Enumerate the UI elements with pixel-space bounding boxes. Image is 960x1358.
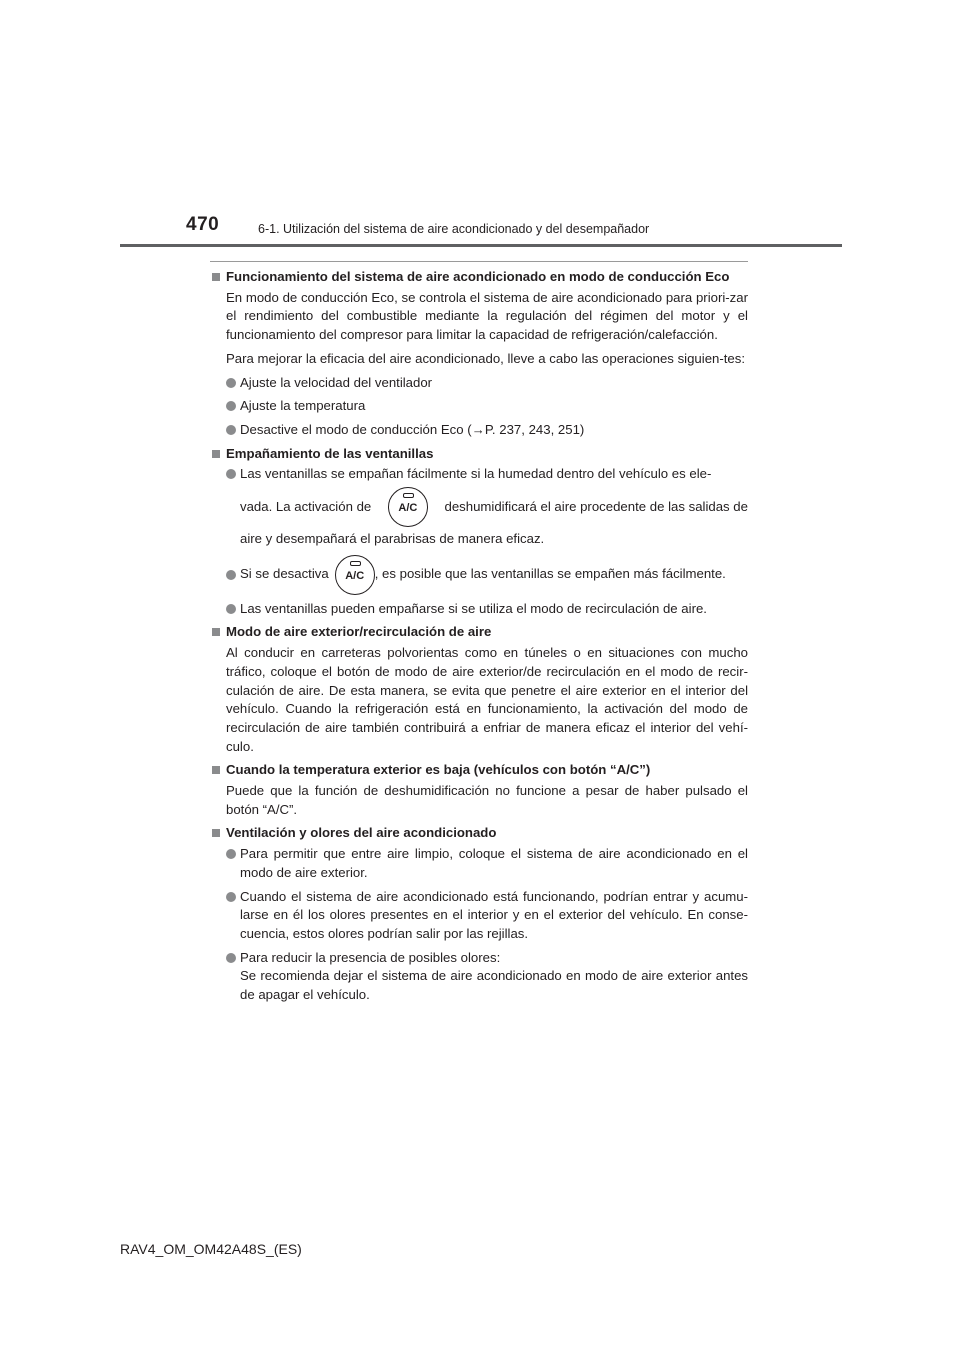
circle-bullet-icon (226, 425, 236, 435)
section-divider (210, 261, 748, 262)
section-heading-low-temperature: Cuando la temperatura exterior es baja (vehículos con botón “A/C”) (210, 761, 748, 780)
circle-bullet-icon (226, 892, 236, 902)
fog-bullet-humidity: Las ventanillas se empañan fácilmente si la humedad dentro del vehículo es ele- vada. La activación de A/C deshumidificará el aire procedente de las salidas de aire y desempañará el parabrisas de manera eficaz. (226, 465, 748, 548)
eco-paragraph-2: Para mejorar la eficacia del aire acondicionado, lleve a cabo las operaciones siguien-tes: (226, 350, 746, 366)
ac-inline-line: vada. La activación de A/C deshumidificará el aire procedente de las salidas de (240, 484, 748, 530)
circle-bullet-icon (226, 849, 236, 859)
ventilation-bullet-reduce-odors: Para reducir la presencia de posibles olores: Se recomienda dejar el sistema de aire acondicionado en modo de aire exterior antes de apagar el vehículo. (226, 949, 748, 1005)
section-heading-fogging: Empañamiento de las ventanillas (210, 445, 748, 464)
square-bullet-icon (212, 273, 220, 281)
recirculation-paragraph: Al conducir en carreteras polvorientas como en túneles o en situaciones con mucho tráfico, coloque el botón de modo de aire exterior/de recirculación en el modo de recir-culación de aire. De esta manera, se evita que penetre el aire exterior en el interior del vehículo. Cuando la refrigeración está en funcionamiento, la activación del modo de recirculación de aire también contribuirá a enfriar de manera eficaz el interior del vehí-culo. (226, 645, 748, 754)
indicator-light-icon (403, 493, 414, 498)
square-bullet-icon (212, 450, 220, 458)
ventilation-bullet-odors: Cuando el sistema de aire acondicionado está funcionando, podrían entrar y acumu-larse en él los olores presentes en el interior y en el exterior del vehículo. En conse-cuencia, estos olores podrían salir por las rejillas. (226, 888, 748, 944)
page-number: 470 (186, 214, 220, 235)
square-bullet-icon (212, 628, 220, 636)
circle-bullet-icon (226, 401, 236, 411)
fog-bullet-ac-off: Si se desactiva A/C , es posible que las ventanillas se empañen más fácilmente. (226, 555, 748, 595)
section-heading-eco: Funcionamiento del sistema de aire acondicionado en modo de conducción Eco (210, 268, 748, 287)
low-temperature-paragraph: Puede que la función de deshumidificación no funcione a pesar de haber pulsado el botón “A/C”. (226, 783, 748, 817)
eco-bullet-eco-mode: Desactive el modo de conducción Eco (→P. 237, 243, 251) (226, 421, 748, 440)
square-bullet-icon (212, 766, 220, 774)
square-bullet-icon (212, 829, 220, 837)
circle-bullet-icon (226, 953, 236, 963)
ventilation-bullet-fresh-air: Para permitir que entre aire limpio, coloque el sistema de aire acondicionado en el modo de aire exterior. (226, 845, 748, 882)
ac-button-icon: A/C (388, 487, 428, 527)
document-code: RAV4_OM_OM42A48S_(ES) (120, 1241, 302, 1257)
ac-button-icon: A/C (335, 555, 375, 595)
section-heading-recirculation: Modo de aire exterior/recirculación de aire (210, 623, 748, 642)
fog-bullet-recirculation: Las ventanillas pueden empañarse si se utiliza el modo de recirculación de aire. (226, 600, 748, 619)
section-heading-ventilation: Ventilación y olores del aire acondicionado (210, 824, 748, 843)
indicator-light-icon (350, 561, 361, 566)
circle-bullet-icon (226, 469, 236, 479)
eco-bullet-fan-speed: Ajuste la velocidad del ventilador (226, 374, 748, 393)
circle-bullet-icon (226, 570, 236, 580)
circle-bullet-icon (226, 604, 236, 614)
circle-bullet-icon (226, 378, 236, 388)
header-rule (120, 244, 842, 247)
chapter-title: 6-1. Utilización del sistema de aire acondicionado y del desempañador (258, 222, 650, 236)
eco-bullet-temperature: Ajuste la temperatura (226, 397, 748, 416)
page-content (210, 268, 748, 1010)
eco-paragraph-1: En modo de conducción Eco, se controla el sistema de aire acondicionado para priori-zar el rendimiento del combustible mediante la regulación del régimen del motor y el funcionamiento del compresor para limitar la capacidad de refrigeración/calefacción. (226, 289, 748, 343)
